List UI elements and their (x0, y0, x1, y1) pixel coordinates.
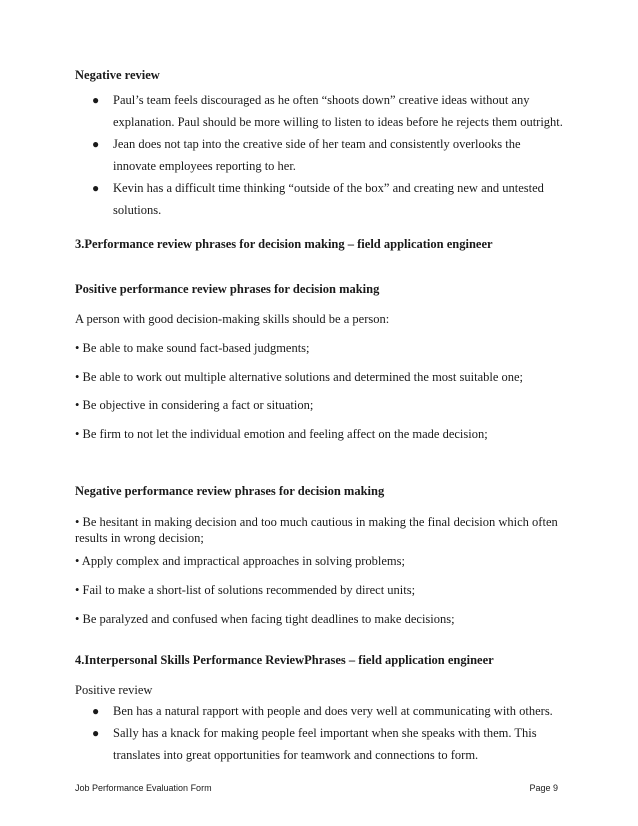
negative-item: • Fail to make a short-list of solutions recommended by direct units; (75, 583, 416, 597)
list-item (0, 722, 563, 766)
negative-item: • Apply complex and impractical approaches in solving problems; (75, 554, 405, 568)
positive-item: • Be able to make sound fact-based judgments; (75, 341, 310, 355)
positive-item: • Be objective in considering a fact or situation; (75, 398, 314, 412)
list-item (0, 89, 563, 133)
positive-decision-heading: Positive performance review phrases for decision making (75, 282, 380, 296)
section-4-heading: 4.Interpersonal Skills Performance ReviewPhrases – field application engineer (75, 653, 494, 667)
list-item-text: Ben has a natural rapport with people and does very well at communicating with others. (113, 704, 553, 718)
positive-item: • Be firm to not let the individual emotion and feeling affect on the made decision; (75, 427, 488, 441)
page-number: Page 9 (529, 783, 558, 793)
negative-item: • Be hesitant in making decision and too much cautious in making the final decision which often results in wrong decision; (75, 515, 558, 545)
decision-intro-text: A person with good decision-making skills should be a person: (75, 312, 390, 326)
negative-item: • Be paralyzed and confused when facing tight deadlines to make decisions; (75, 612, 455, 626)
footer-title: Job Performance Evaluation Form (75, 783, 212, 793)
list-item (0, 133, 563, 177)
bullet-icon: ● (92, 181, 100, 195)
bullet-icon: ● (92, 704, 100, 718)
negative-review-heading: Negative review (75, 68, 160, 82)
list-item (0, 177, 563, 221)
list-item-text: Paul’s team feels discouraged as he often “shoots down” creative ideas without any explanation. Paul should be more willing to listen to ideas before he rejects them outright. (113, 93, 563, 129)
list-item-text: Sally has a knack for making people feel important when she speaks with them. This translates into great opportunities for teamwork and connections to form. (113, 726, 537, 762)
positive-item: • Be able to work out multiple alternative solutions and determined the most suitable one; (75, 370, 524, 384)
list-item-text: Kevin has a difficult time thinking “outside of the box” and creating new and untested solutions. (113, 181, 544, 217)
positive-review-label: Positive review (75, 683, 153, 697)
negative-decision-heading: Negative performance review phrases for decision making (75, 484, 385, 498)
negative-review-list (0, 89, 563, 221)
list-item-text: Jean does not tap into the creative side of her team and consistently overlooks the innovate employees reporting to her. (113, 137, 521, 173)
bullet-icon: ● (92, 726, 100, 740)
interpersonal-list (0, 700, 563, 766)
list-item (0, 700, 563, 722)
section-3-heading: 3.Performance review phrases for decision making – field application engineer (75, 237, 493, 251)
bullet-icon: ● (92, 93, 100, 107)
bullet-icon: ● (92, 137, 100, 151)
